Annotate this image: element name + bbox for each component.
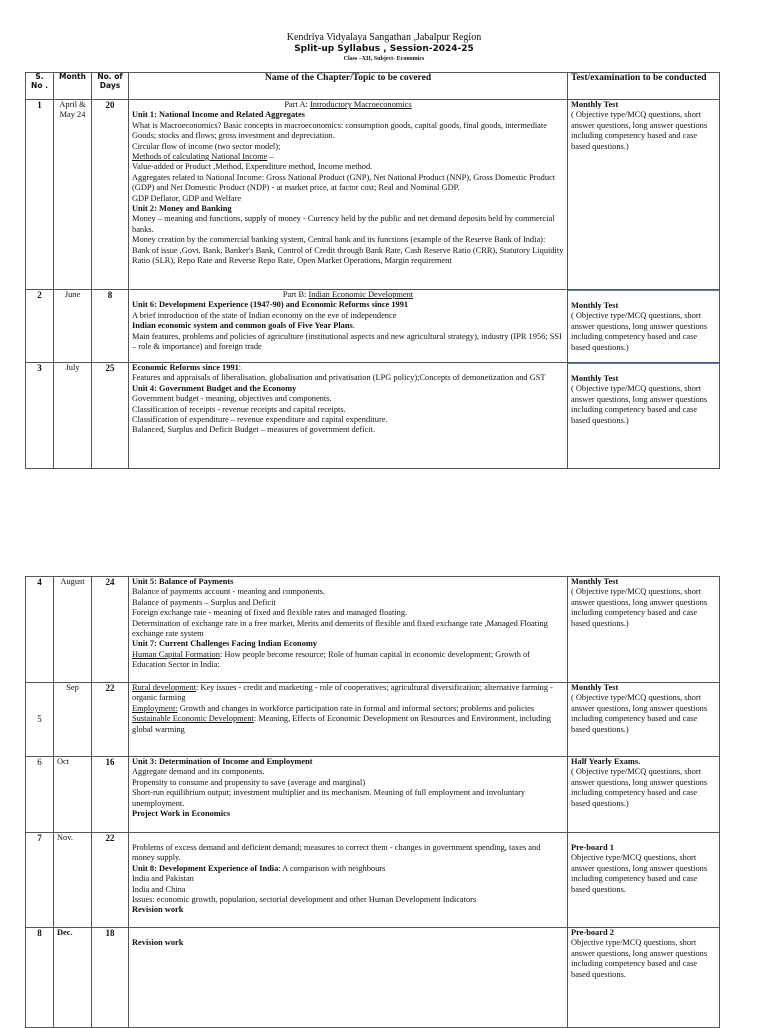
unit-heading: Unit 4 bbox=[132, 383, 155, 393]
row-month: August bbox=[54, 577, 92, 683]
test-description: Objective type/MCQ questions, short answer questions, long answer questions including competency based and case based questions. bbox=[571, 853, 708, 894]
topic-line: . bbox=[352, 321, 355, 331]
unit-title: : Money and Banking bbox=[154, 204, 232, 214]
row-month: April & May 24 bbox=[54, 100, 92, 290]
unit-heading: Unit 8: Development Experience of India bbox=[132, 863, 279, 873]
row-month: Dec. bbox=[54, 928, 92, 1028]
part-title: Indian Economic Development bbox=[308, 290, 414, 299]
row-sno: 4 bbox=[26, 577, 54, 683]
topic-line: Features and appraisals of liberalisation, globalisation and privatisation (LPG policy);Concepts of demonetization and GST bbox=[132, 373, 546, 383]
unit-heading: Unit 2 bbox=[132, 204, 155, 214]
unit-heading: Unit 3: Determination of Income and Employment bbox=[132, 757, 313, 766]
row-days: 22 bbox=[92, 833, 129, 928]
topic-subheading: Revision work bbox=[132, 905, 184, 915]
syllabus-table-page-2 bbox=[25, 576, 720, 1028]
row-days: 20 bbox=[92, 100, 129, 290]
topic-line: Issues: economic growth, population, sectorial development and other Human Development Indicators bbox=[132, 895, 477, 905]
topic-line: Classification of receipts - revenue receipts and capital receipts. bbox=[132, 404, 346, 414]
row-month: Nov. bbox=[54, 833, 92, 928]
test-description: Objective type/MCQ questions, short answer questions, long answer questions including competency based and case based questions. bbox=[571, 938, 708, 979]
col-header-topic: Name of the Chapter/Topic to be covered bbox=[129, 73, 568, 100]
topic-line: Main features, problems and policies of agriculture (institutional aspects and new agricultural strategy), industry (IPR 1956; SSI – role & importance) and foreign trade bbox=[132, 331, 562, 352]
row-test bbox=[568, 100, 720, 290]
topic-line: Value-added or Product ,Method, Expenditure method, Income method. bbox=[132, 162, 373, 172]
unit-heading: Unit 5: Balance of Payments bbox=[132, 577, 234, 586]
topic-line: Aggregates related to National Income: Gross National Product (GNP), Net National Product (NNP), Gross Domestic Product (GDP) and Net Domestic Product (NDP) - at market price, at factor cost; Real and Nominal GDP. bbox=[132, 172, 556, 193]
part-label: Part B: bbox=[282, 290, 309, 299]
row-topic bbox=[129, 757, 568, 833]
row-sno: 7 bbox=[26, 833, 54, 928]
row-topic bbox=[129, 577, 568, 683]
topic-subheading: Human Capital Formation bbox=[132, 649, 220, 659]
row-sno: 2 bbox=[26, 290, 54, 363]
row-days: 24 bbox=[92, 577, 129, 683]
row-test bbox=[568, 833, 720, 928]
test-title: Half Yearly Exams. bbox=[571, 757, 641, 766]
unit-heading: Unit 6 bbox=[132, 300, 155, 310]
test-description: ( Objective type/MCQ questions, short answer questions, long answer questions including competency based and case based questions.) bbox=[571, 693, 708, 734]
row-sno: 1 bbox=[26, 100, 54, 290]
topic-line: Balance of payments account - meaning and components. bbox=[132, 587, 326, 597]
unit-heading: Unit 7: Current Challenges Facing Indian Economy bbox=[132, 639, 318, 649]
test-description: ( Objective type/MCQ questions, short answer questions, long answer questions including competency based and case based questions.) bbox=[571, 767, 708, 808]
table-row bbox=[26, 683, 720, 757]
class-subject-line: Class –XII, Subject- Economics bbox=[343, 56, 425, 62]
topic-subheading: Revision work bbox=[132, 938, 184, 947]
test-title: Monthly Test bbox=[571, 374, 619, 383]
topic-line: India and Pakistan bbox=[132, 874, 194, 884]
test-description: ( Objective type/MCQ questions, short answer questions, long answer questions including competency based and case based questions.) bbox=[571, 311, 708, 352]
test-description: ( Objective type/MCQ questions, short answer questions, long answer questions including competency based and case based questions.) bbox=[571, 110, 708, 151]
topic-line: Money creation by the commercial banking system, Central bank and its functions (example of the Reserve Bank of India): Bank of issue ,Govt. Bank, Banker's Bank, Control of Credit through Bank Rate, Cash Reserve Ratio (CRR), Statutory Liquidity Ratio (SLR), Repo Rate and Reverse Repo Rate, Open Market Operations, Margin requirement bbox=[132, 235, 564, 266]
topic-line: Growth and changes in workforce participation rate in formal and informal sectors; problems and policies bbox=[177, 703, 535, 713]
row-test bbox=[568, 928, 720, 1028]
row-test bbox=[568, 290, 720, 363]
row-days: 22 bbox=[92, 683, 129, 757]
col-header-days: No. of Days bbox=[92, 73, 129, 100]
topic-line: : Key issues - credit and marketing - role of cooperatives; agricultural diversification; alternative farming - organic farming bbox=[132, 683, 553, 703]
topic-line: : A comparison with neighbours bbox=[278, 863, 386, 873]
table-row bbox=[26, 100, 720, 290]
test-title: Pre-board 1 bbox=[571, 843, 614, 852]
test-description: ( Objective type/MCQ questions, short answer questions, long answer questions including competency based and case based questions.) bbox=[571, 587, 708, 628]
table-row bbox=[26, 363, 720, 469]
table-row bbox=[26, 928, 720, 1028]
topic-line: : bbox=[238, 363, 242, 372]
topic-line: Problems of excess demand and deficient demand; measures to correct them - changes in government spending, taxes and money supply. bbox=[132, 843, 541, 863]
row-topic bbox=[129, 100, 568, 290]
test-title: Monthly Test bbox=[571, 683, 619, 692]
row-sno: 3 bbox=[26, 363, 54, 469]
topic-line: Determination of exchange rate in a free market, Merits and demerits of flexible and fixed exchange rate ,Managed Floating exchange rate system bbox=[132, 618, 548, 639]
row-days: 8 bbox=[92, 290, 129, 363]
unit-title: : National Income and Related Aggregates bbox=[154, 110, 305, 120]
row-month: July bbox=[54, 363, 92, 469]
topic-line: – bbox=[267, 152, 274, 162]
test-title: Pre-board 2 bbox=[571, 928, 614, 937]
topic-line: Circular flow of income (two sector model); bbox=[132, 141, 281, 151]
table-row bbox=[26, 577, 720, 683]
topic-line: India and China bbox=[132, 884, 186, 894]
topic-subheading: Project Work in Economics bbox=[132, 809, 231, 819]
test-title: Monthly Test bbox=[571, 301, 619, 310]
row-days: 16 bbox=[92, 757, 129, 833]
topic-line: Aggregate demand and its components. bbox=[132, 767, 265, 777]
row-month: Sep bbox=[54, 683, 92, 757]
row-topic bbox=[129, 363, 568, 469]
topic-line: Money – meaning and functions, supply of money - Currency held by the public and net demand deposits held by commercial banks. bbox=[132, 214, 555, 234]
document-header bbox=[0, 32, 768, 63]
topic-line: Classification of expenditure – revenue expenditure and capital expenditure. bbox=[132, 415, 388, 425]
test-title: Monthly Test bbox=[571, 577, 619, 586]
topic-line: : How people become resource; Role of human capital in economic development; Growth of Education Sector in India: bbox=[132, 649, 530, 670]
topic-line: Foreign exchange rate - meaning of fixed and flexible rates and managed floating. bbox=[132, 608, 408, 618]
syllabus-table-page-1 bbox=[25, 72, 720, 469]
topic-subheading: Methods of calculating National Income bbox=[132, 152, 268, 162]
row-test bbox=[568, 363, 720, 469]
row-month: June bbox=[54, 290, 92, 363]
table-header-row bbox=[26, 73, 720, 100]
row-topic bbox=[129, 290, 568, 363]
topic-line: Government budget - meaning, objectives and components. bbox=[132, 394, 332, 404]
topic-subheading: Employment: bbox=[132, 703, 178, 713]
topic-subheading: Sustainable Economic Development bbox=[132, 714, 254, 724]
col-header-test: Test/examination to be conducted bbox=[568, 73, 720, 100]
unit-heading: Unit 1 bbox=[132, 110, 155, 120]
topic-line: Balance of payments – Surplus and Deficit bbox=[132, 597, 276, 607]
topic-line: Propensity to consume and propensity to save (average and marginal) bbox=[132, 777, 366, 787]
row-month: Oct bbox=[54, 757, 92, 833]
part-title: Introductory Macroeconomics bbox=[309, 100, 412, 109]
row-sno: 8 bbox=[26, 928, 54, 1028]
col-header-month: Month bbox=[54, 73, 92, 100]
test-title: Monthly Test bbox=[571, 100, 619, 109]
topic-line: GDP Deflator, GDP and Welfare bbox=[132, 193, 242, 203]
unit-title: : Government Budget and the Economy bbox=[154, 383, 297, 393]
row-days: 25 bbox=[92, 363, 129, 469]
table-row bbox=[26, 290, 720, 363]
org-title: Kendriya Vidyalaya Sangathan ,Jabalpur Region bbox=[286, 32, 482, 43]
test-description: ( Objective type/MCQ questions, short answer questions, long answer questions including competency based and case based questions.) bbox=[571, 384, 708, 425]
table-row bbox=[26, 757, 720, 833]
col-header-sno: S. No . bbox=[26, 73, 54, 100]
topic-subheading: Indian economic system and common goals of Five Year Plans bbox=[132, 321, 353, 331]
topic-line: What is Macroeconomics? Basic concepts in macroeconomics: consumption goods, capital goods, final goods, intermediate Goods; stocks and flows; gross investment and depreciation. bbox=[132, 120, 547, 141]
row-test bbox=[568, 683, 720, 757]
row-topic bbox=[129, 833, 568, 928]
row-days: 18 bbox=[92, 928, 129, 1028]
topic-line: A brief introduction of the state of Indian economy on the eve of independence bbox=[132, 310, 397, 320]
row-topic bbox=[129, 928, 568, 1028]
table-row bbox=[26, 833, 720, 928]
topic-line: : Meaning, Effects of Economic Development on Resources and Environment, including global warming bbox=[132, 714, 551, 734]
row-test bbox=[568, 577, 720, 683]
row-sno: 6 bbox=[26, 757, 54, 833]
topic-line: Balanced, Surplus and Deficit Budget – measures of government deficit. bbox=[132, 425, 376, 435]
topic-subheading: Economic Reforms since 1991 bbox=[132, 363, 239, 372]
row-test bbox=[568, 757, 720, 833]
split-syllabus-title: Split-up Syllabus , Session-2024-25 bbox=[294, 44, 474, 54]
topic-line: Short-run equilibrium output; investment multiplier and its mechanism. Meaning of full employment and involuntary unemployment. bbox=[132, 788, 526, 808]
part-label: Part A: bbox=[284, 100, 310, 109]
row-topic bbox=[129, 683, 568, 757]
topic-subheading: Rural development bbox=[132, 683, 196, 692]
row-sno: 5 bbox=[26, 683, 54, 757]
unit-title: : Development Experience (1947-90) and Economic Reforms since 1991 bbox=[154, 300, 409, 310]
